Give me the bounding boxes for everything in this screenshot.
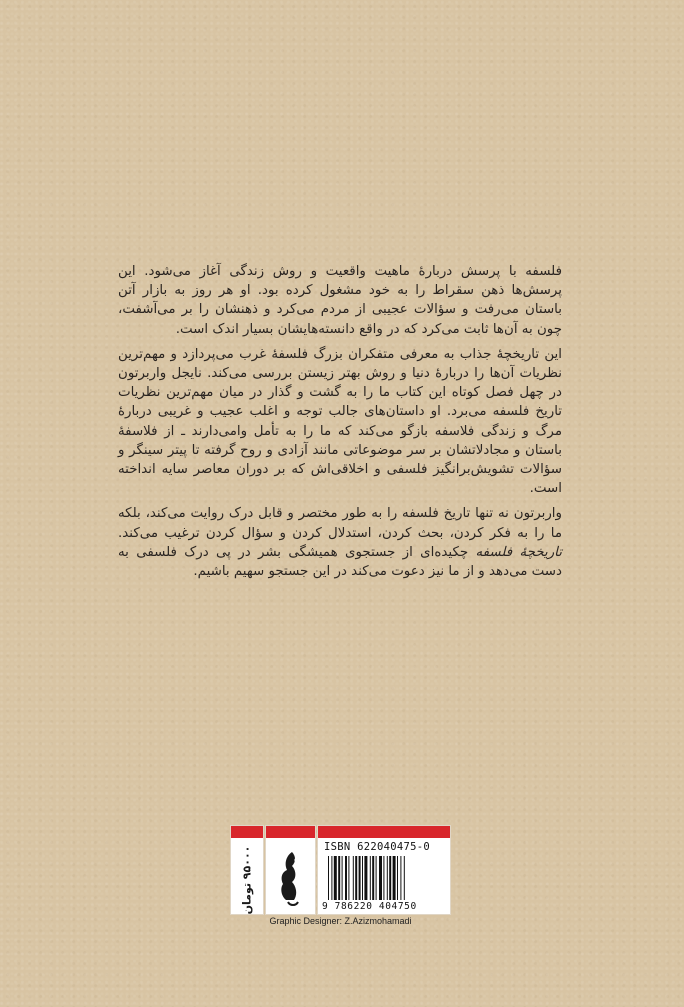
paragraph-3-end: چکیده‌ای از جستجوی همیشگی بشر در پی درک فلسفی به دست می‌دهد و از ما نیز دعوت می‌کند در این جستجو سهیم باشیم. — [118, 544, 562, 580]
ean-number: 9 786220 404750 — [322, 901, 417, 912]
price-red-band — [231, 826, 263, 838]
barcode-icon — [328, 856, 442, 900]
price-text: ۹۵۰۰۰ تومان — [240, 845, 254, 915]
paragraph-3-start: واربرتون نه تنها تاریخ فلسفه را به طور مختصر و قابل درک روایت می‌کند، بلکه ما را به فکر کردن، بحث کردن، استدلال کردن و سؤال کردن ترغیب می‌کند. — [118, 506, 562, 541]
book-title-italic: تاریخچهٔ فلسفه — [475, 544, 562, 560]
deer-logo-icon — [272, 848, 310, 910]
back-cover-text — [118, 262, 562, 587]
isbn-text: ISBN 622040475-0 — [324, 841, 430, 853]
publisher-logo-box — [265, 825, 316, 915]
price-label — [230, 825, 264, 915]
barcode-box — [317, 825, 451, 915]
designer-credit: Graphic Designer: Z.Azizmohamadi — [269, 916, 412, 926]
logo-red-band — [266, 826, 315, 838]
paragraph-1: فلسفه با پرسش دربارهٔ ماهیت واقعیت و روش زندگی آغاز می‌شود. این پرسش‌ها ذهن سقراط را به خود مشغول کرده بود. او هر روز به بازار آتن باستان می‌رفت و سؤالات عجیبی از مردم می‌کرد و ذهنشان را بر می‌آشفت، چون به آن‌ها ثابت می‌کرد که در واقع دانسته‌هایشان بسیار اندک است. — [118, 264, 562, 337]
paragraph-3 — [118, 504, 562, 581]
paragraph-2: این تاریخچهٔ جذاب به معرفی متفکران بزرگ فلسفهٔ غرب می‌پردازد و مهم‌ترین نظریات آن‌ها را دربارهٔ دنیا و روش بهتر زیستن بررسی می‌کند. نایجل واربرتون در چهل فصل کوتاه این کتاب ما را به گشت و گذار در میان مهم‌ترین نظریات تاریخ فلسفه می‌برد. او داستان‌های جالب توجه و اغلب عجیب و غریبی دربارهٔ مرگ و زندگی فلاسفه بازگو می‌کند که ما را به تأمل وامی‌دارند ـ از فلاسفهٔ باستان و مجادلاتشان بر سر موضوعاتی مانند آزادی و روح گرفته تا پیتر سینگر و سؤالات تشویش‌برانگیز فلسفی و اخلاقی‌اش که بر دوران معاصر سایه انداخته است. — [118, 346, 562, 497]
barcode-red-band — [318, 826, 450, 838]
